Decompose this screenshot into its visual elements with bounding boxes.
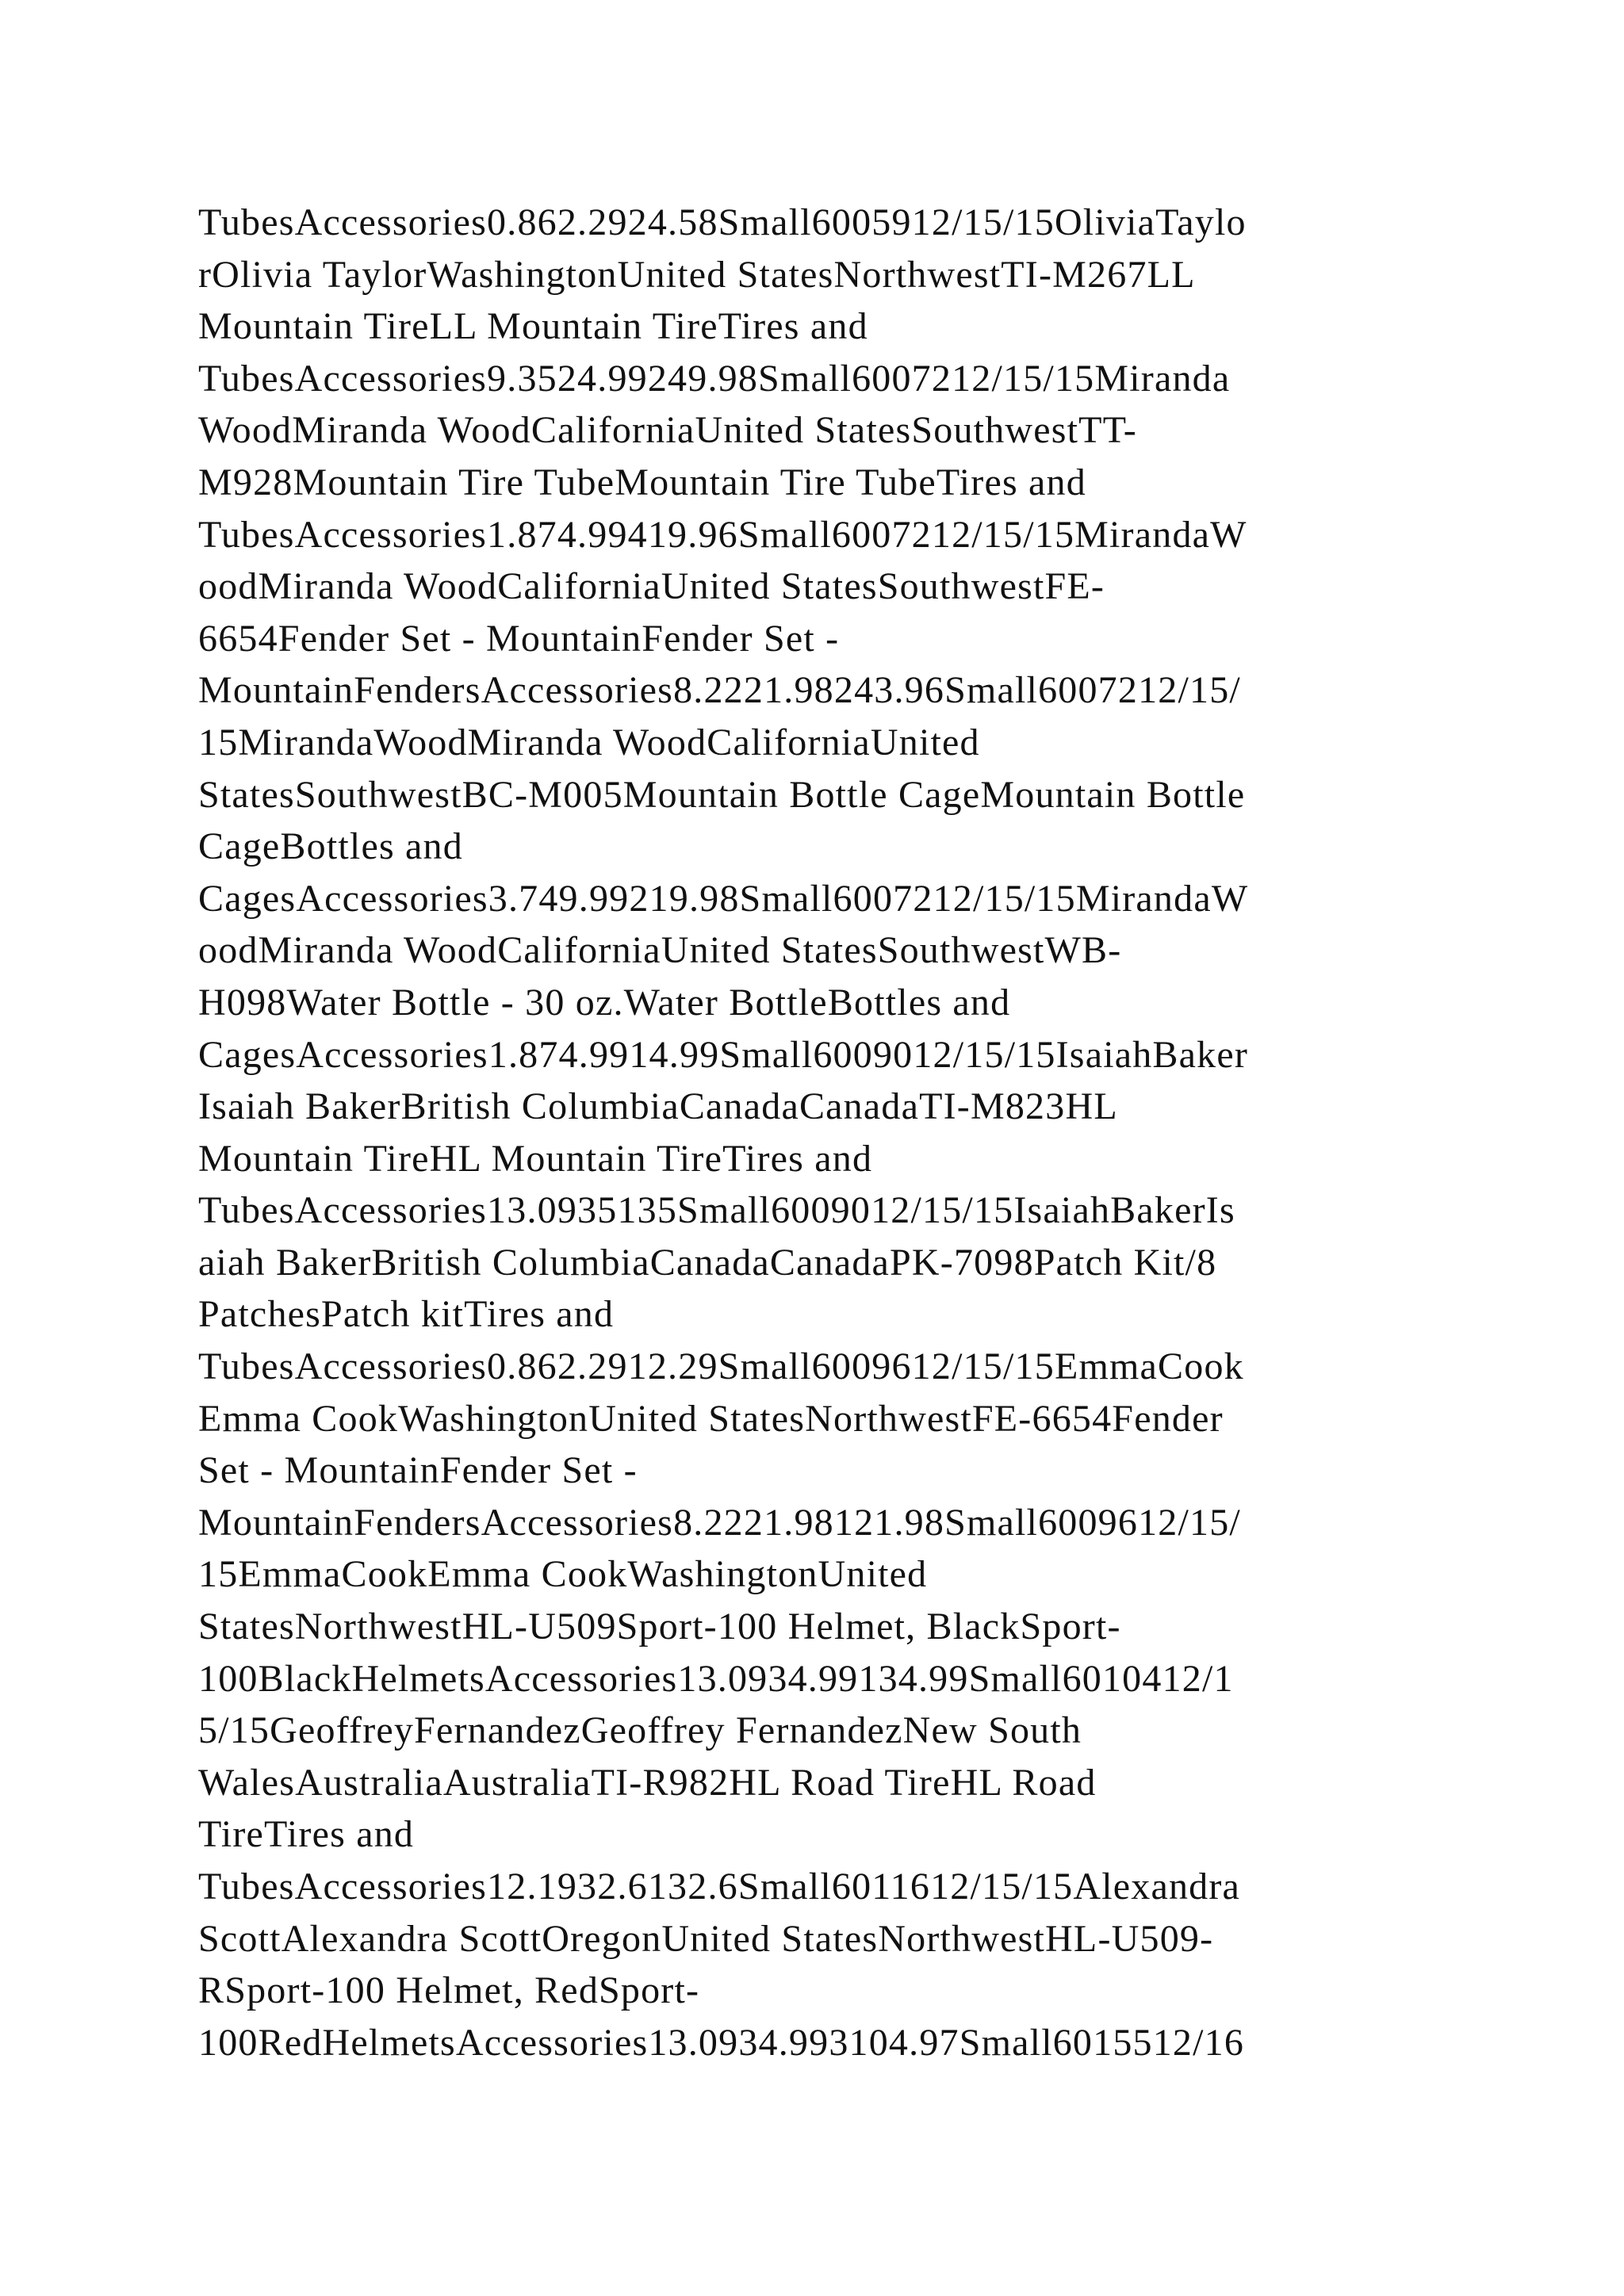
text-line: WalesAustraliaAustraliaTI-R982HL Road TireHL Road — [198, 1761, 1097, 1804]
text-line: TubesAccessories12.1932.6132.6Small6011612/15/15Alexandra — [198, 1866, 1241, 1908]
text-line: 100RedHelmetsAccessories13.0934.993104.97Small6015512/16 — [198, 2021, 1245, 2064]
text-line: Mountain TireLL Mountain TireTires and — [198, 305, 868, 348]
text-line: oodMiranda WoodCaliforniaUnited StatesSouthwestFE- — [198, 565, 1105, 608]
text-line: 100BlackHelmetsAccessories13.0934.99134.99Small6010412/1 — [198, 1657, 1234, 1700]
text-line: 15MirandaWoodMiranda WoodCaliforniaUnited — [198, 721, 980, 763]
text-line: TubesAccessories9.3524.99249.98Small6007212/15/15Miranda — [198, 357, 1231, 400]
text-line: TireTires and — [198, 1813, 415, 1856]
text-line: 15EmmaCookEmma CookWashingtonUnited — [198, 1553, 928, 1596]
text-line: TubesAccessories1.874.99419.96Small6007212/15/15MirandaW — [198, 513, 1247, 556]
text-line: ScottAlexandra ScottOregonUnited StatesNorthwestHL-U509- — [198, 1917, 1214, 1960]
text-line: TubesAccessories0.862.2912.29Small6009612/15/15EmmaCook — [198, 1345, 1244, 1388]
text-line: StatesNorthwestHL-U509Sport-100 Helmet, BlackSport- — [198, 1605, 1121, 1648]
text-line: WoodMiranda WoodCaliforniaUnited StatesSouthwestTT- — [198, 409, 1137, 452]
text-line: Emma CookWashingtonUnited StatesNorthwestFE-6654Fender — [198, 1397, 1224, 1440]
text-line: TubesAccessories13.0935135Small6009012/15/15IsaiahBakerIs — [198, 1189, 1235, 1232]
text-line: aiah BakerBritish ColumbiaCanadaCanadaPK-7098Patch Kit/8 — [198, 1241, 1217, 1284]
document-text — [198, 197, 1483, 2068]
text-line: CageBottles and — [198, 825, 463, 868]
text-line: CagesAccessories1.874.9914.99Small6009012/15/15IsaiahBaker — [198, 1033, 1249, 1076]
text-line: oodMiranda WoodCaliforniaUnited StatesSouthwestWB- — [198, 929, 1122, 972]
text-line: MountainFendersAccessories8.2221.98243.96Small6007212/15/ — [198, 669, 1241, 712]
text-line: 5/15GeoffreyFernandezGeoffrey FernandezNew South — [198, 1709, 1082, 1752]
text-line: StatesSouthwestBC-M005Mountain Bottle CageMountain Bottle — [198, 773, 1246, 816]
text-line: M928Mountain Tire TubeMountain Tire TubeTires and — [198, 461, 1086, 503]
text-line: H098Water Bottle - 30 oz.Water BottleBottles and — [198, 981, 1011, 1024]
text-line: RSport-100 Helmet, RedSport- — [198, 1969, 700, 2012]
text-line: TubesAccessories0.862.2924.58Small6005912/15/15OliviaTaylo — [198, 201, 1247, 243]
text-line: CagesAccessories3.749.99219.98Small6007212/15/15MirandaW — [198, 877, 1249, 920]
text-line: 6654Fender Set - MountainFender Set - — [198, 617, 840, 660]
text-line: Mountain TireHL Mountain TireTires and — [198, 1137, 873, 1180]
text-line: rOlivia TaylorWashingtonUnited StatesNorthwestTI-M267LL — [198, 253, 1196, 296]
text-line: Isaiah BakerBritish ColumbiaCanadaCanadaTI-M823HL — [198, 1085, 1118, 1128]
text-line: PatchesPatch kitTires and — [198, 1293, 615, 1336]
text-line: Set - MountainFender Set - — [198, 1449, 638, 1492]
text-line: MountainFendersAccessories8.2221.98121.98Small6009612/15/ — [198, 1501, 1241, 1544]
